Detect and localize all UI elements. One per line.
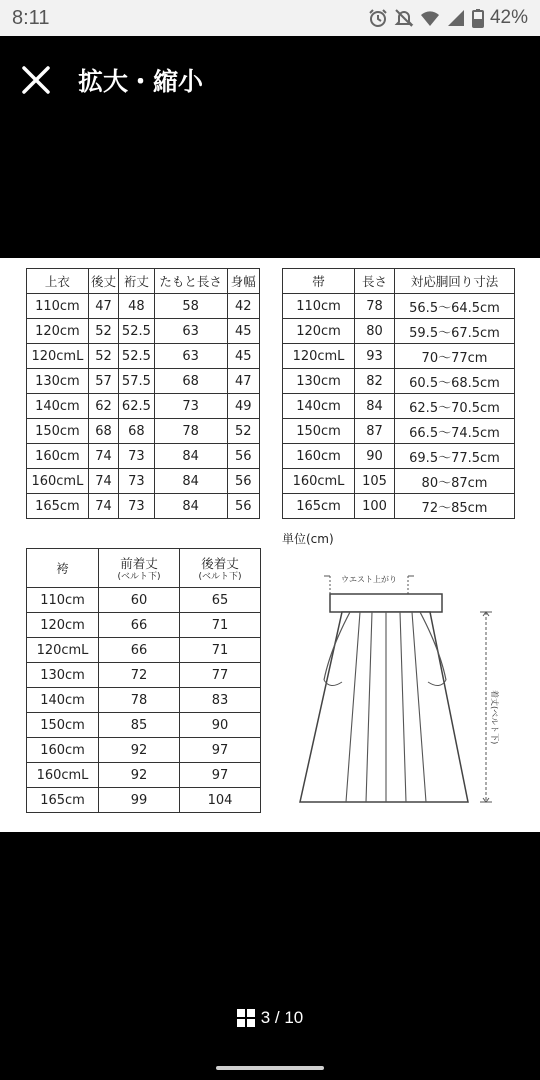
value-cell: 73 [119,444,154,469]
value-cell: 105 [355,469,395,494]
table-row [27,469,260,494]
value-cell: 52.5 [119,319,154,344]
header-main: 袴 [56,561,69,576]
signal-icon [446,8,466,28]
value-cell: 73 [154,394,227,419]
value-cell: 68 [88,419,118,444]
notifications-off-icon [394,8,414,28]
table-header-cell: 身幅 [227,269,259,294]
battery-icon [472,8,484,28]
table-row [27,319,260,344]
value-cell: 58 [154,294,227,319]
table-header-row [27,269,260,294]
value-cell: 78 [154,419,227,444]
value-cell: 47 [227,369,259,394]
value-cell: 71 [180,613,261,638]
size-cell: 120cmL [27,344,89,369]
header-sub: (ベルト下) [117,572,161,582]
value-cell: 77 [180,663,261,688]
status-icons [368,7,528,29]
alarm-icon [368,8,388,28]
value-cell: 99 [99,788,180,813]
waist-label: ウエスト上がり [341,575,397,584]
table-row [27,613,261,638]
size-cell: 150cm [27,419,89,444]
value-cell: 66 [99,638,180,663]
value-cell: 42 [227,294,259,319]
value-cell: 87 [355,419,395,444]
value-cell: 97 [180,738,261,763]
table-row [27,763,261,788]
value-cell: 80〜87cm [395,469,515,494]
value-cell: 71 [180,638,261,663]
table-row [27,713,261,738]
value-cell: 56.5〜64.5cm [395,294,515,319]
table-header-row [283,269,515,294]
table-header-cell: 長さ [355,269,395,294]
header-main: 前着丈 [120,556,158,571]
table-header-cell: 後丈 [88,269,118,294]
table-header-row [27,549,261,588]
value-cell: 70〜77cm [395,344,515,369]
value-cell: 84 [355,394,395,419]
pager[interactable] [0,1000,540,1036]
header-main: 後着丈 [201,556,239,571]
size-cell: 120cm [283,319,355,344]
table-header-cell [27,549,99,588]
size-cell: 130cm [27,663,99,688]
value-cell: 84 [154,494,227,519]
value-cell: 84 [154,444,227,469]
value-cell: 66.5〜74.5cm [395,419,515,444]
value-cell: 62.5〜70.5cm [395,394,515,419]
value-cell: 78 [99,688,180,713]
value-cell: 68 [154,369,227,394]
size-cell: 110cm [27,588,99,613]
value-cell: 82 [355,369,395,394]
table-row [27,588,261,613]
value-cell: 90 [355,444,395,469]
table-header-cell: 対応胴回り寸法 [395,269,515,294]
table-row [27,394,260,419]
size-cell: 130cm [27,369,89,394]
table-header-cell: 帯 [283,269,355,294]
size-cell: 150cm [27,713,99,738]
table-row [283,469,515,494]
home-indicator[interactable] [216,1066,324,1070]
value-cell: 93 [355,344,395,369]
size-cell: 110cm [283,294,355,319]
hakama-diagram [290,570,510,810]
obi-size-table [282,268,515,519]
size-cell: 120cmL [27,638,99,663]
value-cell: 49 [227,394,259,419]
table-row [283,444,515,469]
value-cell: 85 [99,713,180,738]
value-cell: 74 [88,494,118,519]
size-cell: 120cm [27,319,89,344]
table-row [27,494,260,519]
value-cell: 56 [227,469,259,494]
value-cell: 74 [88,444,118,469]
table-header-cell: 上衣 [27,269,89,294]
value-cell: 62.5 [119,394,154,419]
value-cell: 66 [99,613,180,638]
size-cell: 120cmL [283,344,355,369]
value-cell: 74 [88,469,118,494]
table-row [27,788,261,813]
battery-percent: 42% [489,7,528,28]
wifi-icon [420,8,440,28]
table-header-cell: 裄丈 [119,269,154,294]
value-cell: 72 [99,663,180,688]
table-row [283,369,515,394]
table-row [283,494,515,519]
value-cell: 52 [227,419,259,444]
value-cell: 57 [88,369,118,394]
table-row [283,344,515,369]
size-cell: 160cmL [283,469,355,494]
value-cell: 47 [88,294,118,319]
value-cell: 97 [180,763,261,788]
size-cell: 140cm [27,394,89,419]
size-cell: 160cmL [27,763,99,788]
size-cell: 160cm [27,444,89,469]
value-cell: 60.5〜68.5cm [395,369,515,394]
value-cell: 73 [119,494,154,519]
status-bar [0,0,540,36]
value-cell: 92 [99,763,180,788]
size-cell: 140cm [283,394,355,419]
value-cell: 100 [355,494,395,519]
size-cell: 140cm [27,688,99,713]
length-label: 着丈(ベルト下) [490,690,499,745]
top-size-table [26,268,260,519]
table-row [27,344,260,369]
value-cell: 68 [119,419,154,444]
table-row [283,419,515,444]
table-row [27,638,261,663]
value-cell: 69.5〜77.5cm [395,444,515,469]
close-icon [21,65,51,95]
table-header-cell [99,549,180,588]
status-time: 8:11 [12,6,50,29]
value-cell: 52 [88,344,118,369]
table-row [283,294,515,319]
grid-icon [237,1009,255,1027]
size-cell: 165cm [27,494,89,519]
value-cell: 104 [180,788,261,813]
size-cell: 150cm [283,419,355,444]
hakama-outline [300,612,468,802]
value-cell: 56 [227,494,259,519]
page-title: 拡大・縮小 [78,67,204,96]
value-cell: 52 [88,319,118,344]
header-sub: (ベルト下) [198,572,242,582]
size-cell: 110cm [27,294,89,319]
value-cell: 62 [88,394,118,419]
value-cell: 80 [355,319,395,344]
app-bar [0,36,540,124]
value-cell: 65 [180,588,261,613]
table-row [27,663,261,688]
table-row [27,419,260,444]
table-row [283,394,515,419]
value-cell: 63 [154,319,227,344]
value-cell: 83 [180,688,261,713]
value-cell: 45 [227,344,259,369]
size-cell: 165cm [283,494,355,519]
size-cell: 160cm [27,738,99,763]
table-row [27,369,260,394]
value-cell: 52.5 [119,344,154,369]
value-cell: 72〜85cm [395,494,515,519]
value-cell: 90 [180,713,261,738]
size-cell: 160cm [283,444,355,469]
value-cell: 56 [227,444,259,469]
table-row [27,294,260,319]
table-header-cell [180,549,261,588]
table-row [27,688,261,713]
table-header-cell: たもと長さ [154,269,227,294]
value-cell: 92 [99,738,180,763]
table-row [27,444,260,469]
table-row [283,319,515,344]
value-cell: 59.5〜67.5cm [395,319,515,344]
size-cell: 165cm [27,788,99,813]
hakama-size-table [26,548,261,813]
value-cell: 84 [154,469,227,494]
value-cell: 60 [99,588,180,613]
value-cell: 48 [119,294,154,319]
waistband [330,594,442,612]
value-cell: 45 [227,319,259,344]
size-cell: 120cm [27,613,99,638]
zoomable-image[interactable] [0,258,540,832]
value-cell: 73 [119,469,154,494]
unit-label: 単位(cm) [282,532,334,546]
value-cell: 78 [355,294,395,319]
size-cell: 160cmL [27,469,89,494]
page-counter: 3 / 10 [260,1008,304,1027]
close-button[interactable] [16,60,56,100]
value-cell: 57.5 [119,369,154,394]
value-cell: 63 [154,344,227,369]
table-row [27,738,261,763]
size-cell: 130cm [283,369,355,394]
